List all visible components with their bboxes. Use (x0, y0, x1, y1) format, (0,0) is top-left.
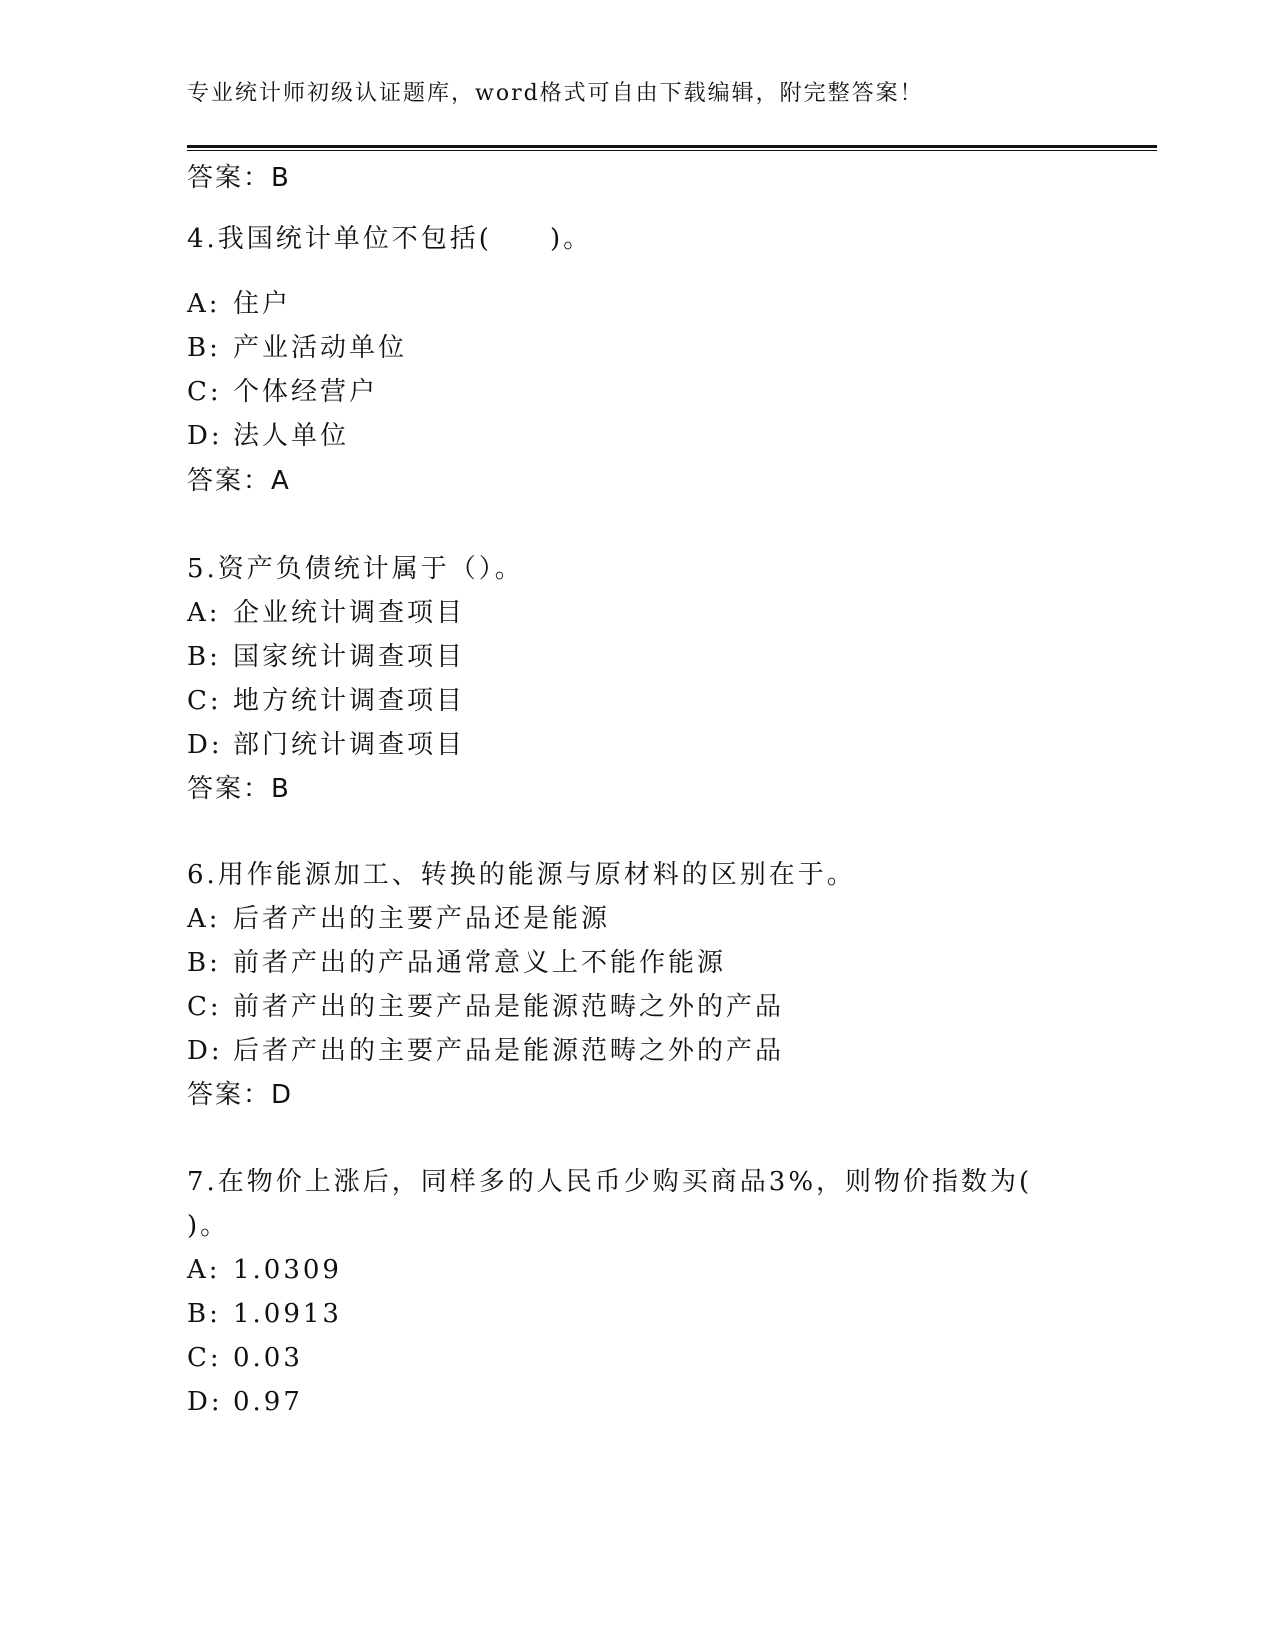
option-letter: C: (187, 1343, 222, 1373)
question-5-stem: 5.资产负债统计属于（）。 (187, 554, 524, 584)
question-5-option-b (187, 641, 465, 673)
option-text: 前者产出的产品通常意义上不能作能源 (233, 948, 727, 978)
option-text: 国家统计调查项目 (233, 642, 466, 672)
question-7-stem-continued: )。 (187, 1211, 230, 1241)
question-7-option-c (187, 1342, 303, 1374)
question-5-answer: 答案：B (187, 774, 291, 804)
question-4-stem: 4.我国统计单位不包括( )。 (187, 224, 593, 254)
option-text: 地方统计调查项目 (233, 686, 466, 716)
question-6-stem: 6.用作能源加工、转换的能源与原材料的区别在于。 (187, 860, 856, 890)
page-header: 专业统计师初级认证题库，word格式可自由下载编辑，附完整答案！ (187, 81, 924, 106)
option-text: 0.97 (233, 1387, 303, 1417)
option-letter: C: (187, 377, 222, 407)
question-6-option-b (187, 947, 726, 979)
header-rule-thin (187, 150, 1157, 151)
option-text: 企业统计调查项目 (233, 598, 466, 628)
option-letter: D: (187, 421, 223, 451)
question-7-option-a (187, 1254, 342, 1286)
option-letter: B: (187, 333, 221, 363)
question-7-option-d (187, 1386, 303, 1418)
option-letter: A: (187, 1255, 221, 1285)
option-letter: D: (187, 730, 223, 760)
question-4-answer: 答案：A (187, 466, 291, 496)
option-letter: C: (187, 992, 222, 1022)
question-5-option-d (187, 729, 465, 761)
question-4-option-c (187, 376, 378, 408)
question-5-option-c (187, 685, 465, 717)
question-6-answer: 答案：D (187, 1080, 294, 1110)
option-text: 1.0913 (233, 1299, 342, 1329)
question-4-option-d (187, 420, 349, 452)
question-7-stem: 7.在物价上涨后，同样多的人民币少购买商品3%，则物价指数为( (187, 1167, 1033, 1197)
option-letter: A: (187, 289, 221, 319)
option-letter: C: (187, 686, 222, 716)
option-text: 产业活动单位 (233, 333, 408, 363)
option-text: 0.03 (233, 1343, 303, 1373)
question-6-option-a (187, 903, 610, 935)
option-letter: D: (187, 1036, 223, 1066)
option-text: 住户 (233, 289, 292, 319)
option-letter: B: (187, 642, 221, 672)
option-text: 后者产出的主要产品是能源范畴之外的产品 (233, 1036, 785, 1066)
option-text: 后者产出的主要产品还是能源 (233, 904, 611, 934)
question-7-option-b (187, 1298, 342, 1330)
header-rule (187, 145, 1157, 152)
answer-prev: 答案：B (187, 163, 291, 193)
option-text: 1.0309 (233, 1255, 342, 1285)
option-letter: A: (187, 598, 221, 628)
option-text: 法人单位 (233, 421, 350, 451)
option-letter: D: (187, 1387, 223, 1417)
option-letter: B: (187, 1299, 221, 1329)
question-5-option-a (187, 597, 465, 629)
question-4-option-b (187, 332, 407, 364)
option-text: 部门统计调查项目 (233, 730, 466, 760)
question-4-option-a (187, 288, 291, 320)
option-letter: B: (187, 948, 221, 978)
option-text: 前者产出的主要产品是能源范畴之外的产品 (233, 992, 785, 1022)
header-rule-thick (187, 145, 1157, 148)
question-6-option-d (187, 1035, 784, 1067)
option-letter: A: (187, 904, 221, 934)
option-text: 个体经营户 (233, 377, 379, 407)
question-6-option-c (187, 991, 784, 1023)
